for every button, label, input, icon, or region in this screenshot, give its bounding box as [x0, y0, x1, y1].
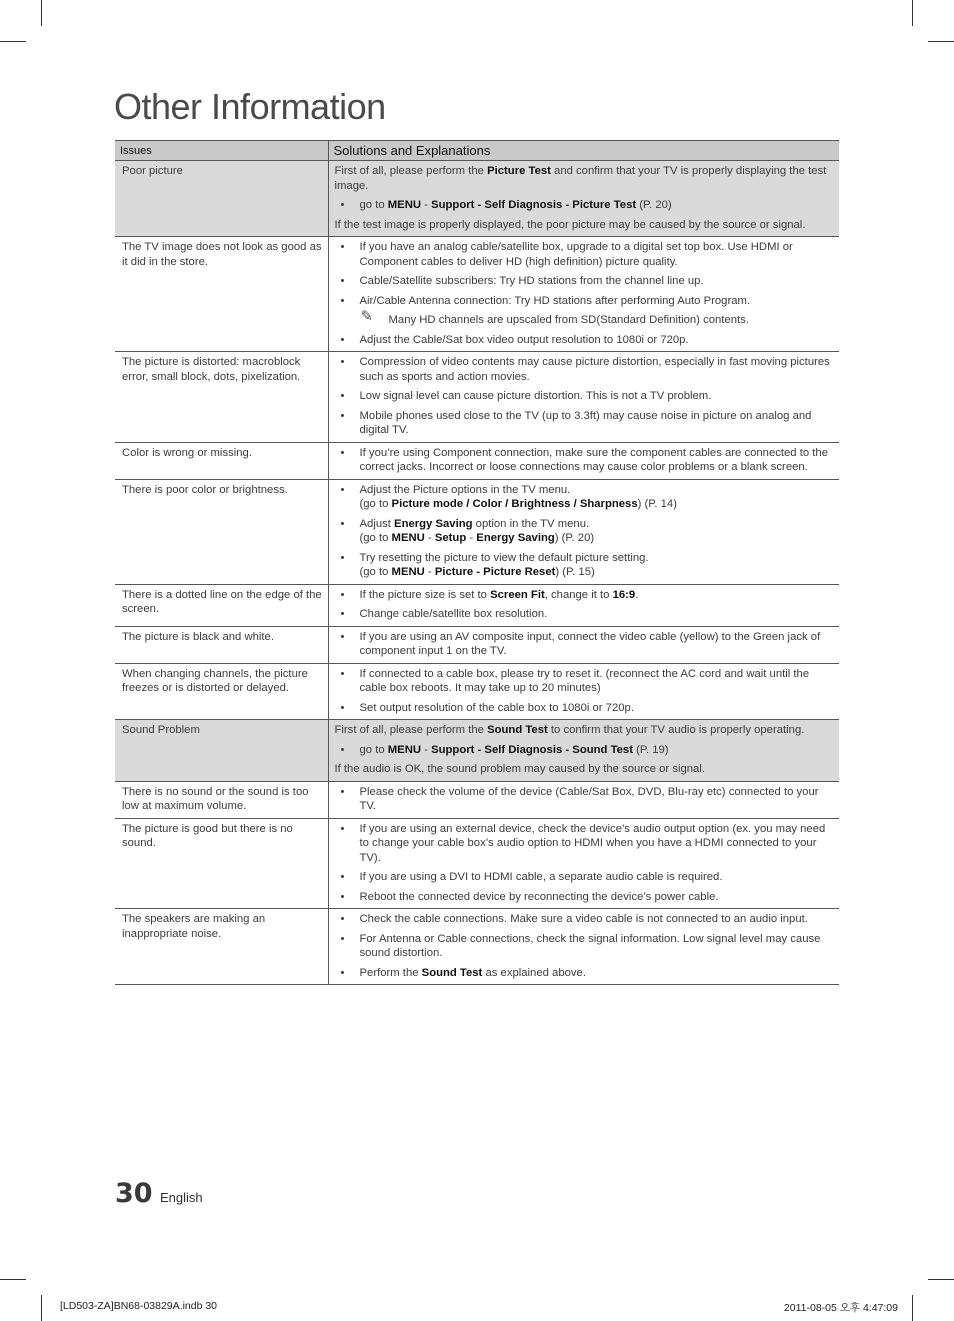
text-run: ) (P. 15) — [555, 566, 595, 578]
text-run: Set output resolution of the cable box to 1080i or 720p. — [359, 701, 634, 714]
table-row — [115, 352, 839, 443]
text-run: - — [466, 532, 477, 544]
text-run: go to — [359, 199, 388, 211]
table-row — [115, 237, 839, 352]
solution-cell — [328, 479, 839, 584]
text-run: Check the cable connections. Make sure a video cable is not connected to an audio input. — [359, 913, 808, 925]
table-row — [115, 818, 839, 909]
column-header-issues: Issues — [115, 141, 328, 161]
bullet-icon: • — [340, 241, 345, 253]
bullet-icon: • — [340, 701, 345, 714]
text-run: option in the TV menu. — [472, 517, 590, 530]
solution-paragraph — [335, 164, 832, 193]
crop-mark — [912, 1295, 913, 1321]
troubleshooting-table — [115, 140, 839, 985]
text-run: (go to — [359, 566, 392, 578]
list-item — [335, 607, 832, 622]
text-run: Cable/Satellite subscribers: Try HD stations from the channel line up. — [359, 275, 704, 287]
crop-mark — [41, 0, 42, 26]
bullet-icon: • — [340, 871, 345, 883]
bullet-list — [335, 667, 832, 716]
text-run: (P. 19) — [632, 743, 669, 756]
text-run: First of all, please perform the — [334, 724, 488, 736]
list-item — [335, 240, 832, 269]
bullet-icon: • — [340, 483, 345, 496]
issue-cell: The TV image does not look as good as it did in the store. — [115, 237, 328, 352]
emphasis-text: Support - Self Diagnosis - Picture Test — [431, 199, 637, 211]
text-run: (P. 20) — [636, 199, 672, 211]
text-run: Low signal level can cause picture distortion. This is not a TV problem. — [359, 390, 712, 402]
list-item — [335, 912, 832, 927]
issue-cell: The picture is black and white. — [115, 626, 328, 663]
note-item — [335, 308, 832, 328]
list-item — [335, 409, 832, 438]
list-item — [335, 822, 832, 866]
list-item — [335, 870, 832, 885]
page-title: Other Information — [114, 86, 386, 127]
solution-paragraph — [335, 218, 832, 233]
emphasis-text: Setup — [434, 532, 467, 544]
pencil-note-icon: ✎ — [360, 308, 374, 325]
text-run: Compression of video contents may cause picture distortion, especially in fast moving pictures such as sports and action movies. — [359, 356, 830, 383]
bullet-icon: • — [340, 667, 345, 680]
bullet-list — [335, 822, 832, 905]
issue-cell: There is poor color or brightness. — [115, 479, 328, 584]
bullet-icon: • — [340, 743, 345, 756]
table-row — [115, 720, 839, 782]
text-run: to confirm that your TV audio is properly operating. — [547, 724, 805, 736]
solution-cell — [328, 781, 839, 818]
emphasis-text: Support - Self Diagnosis - Sound Test — [431, 743, 633, 756]
bullet-icon: • — [340, 333, 345, 346]
bullet-icon: • — [340, 356, 345, 368]
bullet-icon: • — [340, 913, 345, 925]
crop-mark — [928, 1279, 954, 1280]
bullet-icon: • — [340, 608, 345, 620]
emphasis-text: Energy Saving — [476, 532, 555, 544]
emphasis-text: Energy Saving — [394, 517, 473, 530]
bullet-list — [335, 446, 832, 475]
list-item — [335, 932, 832, 961]
list-item — [335, 294, 832, 309]
solution-cell — [328, 818, 839, 909]
bullet-icon: • — [340, 588, 345, 601]
bullet-icon: • — [340, 630, 345, 643]
list-item — [335, 588, 832, 603]
solution-cell — [328, 909, 839, 985]
text-run: Please check the volume of the device (Cable/Sat Box, DVD, Blu-ray etc) connected to your TV. — [359, 785, 819, 812]
bullet-icon: • — [340, 275, 345, 287]
text-run: If you are using a DVI to HDMI cable, a separate audio cable is required. — [359, 871, 723, 883]
list-item — [335, 198, 832, 213]
list-item — [335, 785, 832, 814]
list-item — [335, 274, 832, 289]
emphasis-text: Screen Fit — [490, 588, 545, 601]
solution-cell — [328, 584, 839, 626]
table-row — [115, 479, 839, 584]
text-run: If you are using an external device, check the device’s audio output option (ex. you may need to change your cable box’s audio option to HDMI when you have a HDMI connected to your TV). — [359, 822, 826, 864]
bullet-list — [335, 333, 832, 348]
text-run: as explained above. — [482, 966, 586, 979]
list-item — [335, 517, 832, 546]
issue-cell: The speakers are making an inappropriate noise. — [115, 909, 328, 985]
list-item — [335, 333, 832, 348]
text-run: For Antenna or Cable connections, check the signal information. Low signal level may cause sound distortion. — [359, 932, 821, 959]
emphasis-text: Picture Test — [487, 165, 551, 177]
issue-cell: Sound Problem — [115, 720, 328, 782]
bullet-icon: • — [340, 890, 345, 903]
text-run: If the test image is properly displayed, the poor picture may be caused by the source or signal. — [334, 218, 806, 231]
emphasis-text: Picture mode / Color / Brightness / Sharpness — [391, 498, 638, 510]
list-item — [335, 890, 832, 905]
emphasis-text: Picture - Picture Reset — [434, 566, 556, 578]
bullet-icon: • — [340, 409, 345, 422]
text-run: - — [424, 532, 435, 544]
crop-mark — [0, 41, 26, 42]
crop-mark — [928, 41, 954, 42]
list-item — [335, 743, 832, 758]
crop-mark — [0, 1279, 26, 1280]
text-run: and confirm that your TV is properly displaying the test image. — [334, 165, 827, 192]
text-run: If you have an analog cable/satellite box, upgrade to a digital set top box. Use HDMI or Component cables to deliver HD (high definition) picture quality. — [359, 241, 793, 268]
table-row — [115, 626, 839, 663]
issue-cell: There is no sound or the sound is too low at maximum volume. — [115, 781, 328, 818]
list-item — [335, 667, 832, 696]
bullet-icon: • — [340, 551, 345, 564]
text-run: (go to — [359, 498, 392, 510]
emphasis-text: Sound Test — [421, 966, 483, 979]
print-timestamp: 2011-08-05 오후 4:47:09 — [783, 1302, 898, 1314]
bullet-list — [335, 198, 832, 213]
text-run: Adjust the Cable/Sat box video output resolution to 1080i or 720p. — [359, 333, 689, 346]
bullet-icon: • — [340, 785, 345, 798]
solution-cell — [328, 352, 839, 443]
bullet-icon: • — [340, 446, 345, 459]
emphasis-text: Sound Test — [487, 724, 548, 736]
table-row — [115, 781, 839, 818]
text-run: (go to — [359, 532, 392, 544]
text-run: Try resetting the picture to view the default picture setting. — [359, 551, 649, 564]
text-run: Mobile phones used close to the TV (up to 3.3ft) may cause noise in picture on analog and digital TV. — [359, 409, 812, 436]
bullet-icon: • — [340, 932, 345, 945]
list-item — [335, 446, 832, 475]
issue-cell: Poor picture — [115, 161, 328, 237]
list-item — [335, 701, 832, 716]
bullet-icon: • — [340, 966, 345, 979]
solution-paragraph — [335, 762, 832, 777]
table-header-row — [115, 141, 839, 161]
text-run: Adjust the Picture options in the TV menu. — [359, 483, 571, 496]
emphasis-text: MENU — [391, 532, 425, 544]
print-file-info: [LD503-ZA]BN68-03829A.indb 30 — [60, 1300, 218, 1312]
text-run: Reboot the connected device by reconnecting the device’s power cable. — [359, 890, 719, 903]
solution-cell — [328, 720, 839, 782]
text-run: Adjust — [359, 517, 395, 530]
emphasis-text: MENU — [391, 566, 425, 578]
text-run: If connected to a cable box, please try to reset it. (reconnect the AC cord and wait until the cable box reboots. It may take up to 20 minutes) — [359, 667, 810, 694]
text-run: Perform the — [359, 966, 422, 979]
list-item — [335, 551, 832, 580]
bullet-icon: • — [340, 517, 345, 530]
bullet-list — [335, 355, 832, 438]
text-run: - — [424, 566, 435, 578]
issue-cell: There is a dotted line on the edge of the screen. — [115, 584, 328, 626]
list-item — [335, 355, 832, 384]
solution-cell — [328, 442, 839, 479]
bullet-icon: • — [340, 822, 345, 835]
text-run: If you’re using Component connection, make sure the component cables are connected to the correct jacks. Incorrect or loose connections may cause color problems or a blank screen. — [359, 446, 828, 473]
text-run: . — [635, 588, 639, 601]
page-number: 30 — [115, 1178, 153, 1209]
text-run: Air/Cable Antenna connection: Try HD stations after performing Auto Program. — [359, 294, 751, 307]
table-row — [115, 442, 839, 479]
solution-paragraph — [335, 723, 832, 738]
list-item — [335, 483, 832, 512]
bullet-list — [335, 743, 832, 758]
bullet-list — [335, 588, 832, 622]
list-item — [335, 630, 832, 659]
table-row — [115, 584, 839, 626]
bullet-icon: • — [340, 390, 345, 402]
text-run: ) (P. 20) — [554, 532, 595, 544]
solution-cell — [328, 626, 839, 663]
solution-cell — [328, 237, 839, 352]
text-run: - — [421, 199, 432, 211]
page-language: English — [160, 1190, 203, 1205]
text-run: If you are using an AV composite input, connect the video cable (yellow) to the Green jack of component input 1 on the TV. — [359, 630, 821, 657]
bullet-icon: • — [340, 199, 345, 211]
table-row — [115, 161, 839, 237]
bullet-list — [335, 785, 832, 814]
issue-cell: The picture is good but there is no sound. — [115, 818, 328, 909]
text-run: , change it to — [544, 588, 613, 601]
bullet-list — [335, 912, 832, 980]
bullet-list — [335, 630, 832, 659]
bullet-icon: • — [340, 294, 345, 307]
text-run: First of all, please perform the — [334, 165, 488, 177]
column-header-solutions: Solutions and Explanations — [328, 141, 839, 161]
text-run: If the picture size is set to — [359, 588, 491, 601]
solution-cell — [328, 161, 839, 237]
emphasis-text: MENU — [387, 199, 422, 211]
bullet-list — [335, 240, 832, 308]
text-run: Many HD channels are upscaled from SD(Standard Definition) contents. — [388, 314, 749, 326]
text-run: Change cable/satellite box resolution. — [359, 608, 548, 620]
table-row — [115, 663, 839, 720]
issue-cell: Color is wrong or missing. — [115, 442, 328, 479]
list-item — [335, 389, 832, 404]
crop-mark — [41, 1295, 42, 1321]
text-run: go to — [359, 743, 388, 756]
issue-cell: When changing channels, the picture freezes or is distorted or delayed. — [115, 663, 328, 720]
solution-cell — [328, 663, 839, 720]
text-run: If the audio is OK, the sound problem may caused by the source or signal. — [334, 763, 705, 775]
emphasis-text: MENU — [387, 743, 422, 756]
table-body — [115, 161, 839, 985]
crop-mark — [912, 0, 913, 26]
list-item — [335, 966, 832, 981]
emphasis-text: 16:9 — [612, 588, 636, 601]
text-run: - — [421, 743, 432, 756]
table-row — [115, 909, 839, 985]
bullet-list — [335, 483, 832, 580]
issue-cell: The picture is distorted: macroblock error, small block, dots, pixelization. — [115, 352, 328, 443]
text-run: ) (P. 14) — [637, 498, 677, 510]
